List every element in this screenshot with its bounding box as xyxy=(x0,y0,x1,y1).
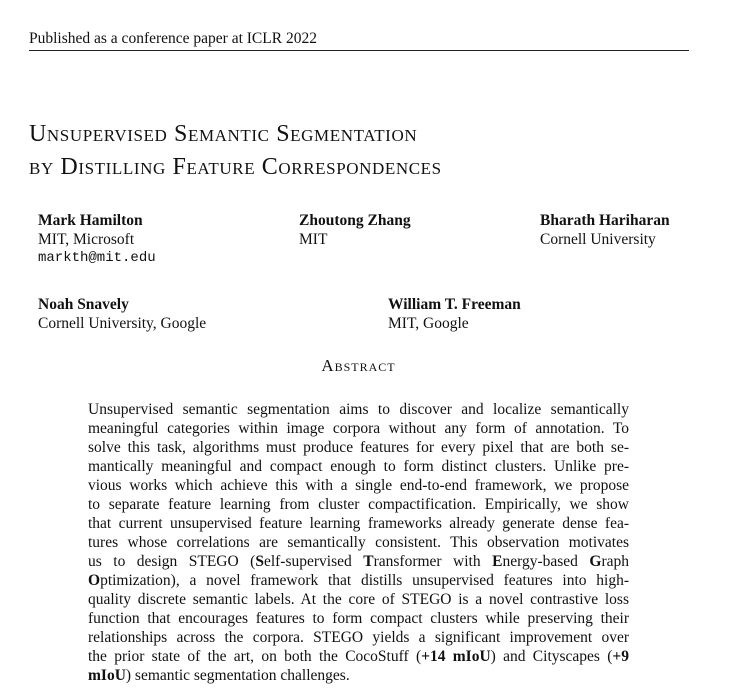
abstract-line: mantically meaningful and compact enough to form distinct clusters. Unlike pre- xyxy=(88,458,629,475)
abstract-line: that current unsupervised feature learning frameworks already generate dense fea- xyxy=(88,515,629,532)
text-run: ) and Cityscapes ( xyxy=(490,648,613,665)
author-name: Noah Snavely xyxy=(38,296,129,313)
abstract-line xyxy=(88,647,629,666)
author-block-4 xyxy=(38,295,206,333)
acronym-letter: O xyxy=(88,572,101,589)
result-highlight: +9 xyxy=(612,648,630,665)
paper-title xyxy=(29,118,719,184)
result-highlight: +14 mIoU xyxy=(421,648,491,665)
author-name: Mark Hamilton xyxy=(38,212,143,229)
author-affiliation: MIT, Google xyxy=(388,315,469,332)
abstract-line: quality discrete semantic labels. At the core of STEGO is a novel contrastive loss xyxy=(88,591,629,608)
paper-title-line-2: by Distilling Feature Correspondences xyxy=(29,154,442,180)
abstract-line: tures whose correlations are semantically consistent. This observation motivates xyxy=(88,534,629,551)
author-name: Bharath Hariharan xyxy=(540,212,670,229)
author-affiliation: MIT xyxy=(299,231,328,248)
author-affiliation: MIT, Microsoft xyxy=(38,231,135,248)
author-block-2 xyxy=(299,211,411,249)
abstract-line: meaningful categories within image corpora without any form of annotation. To xyxy=(88,420,629,437)
running-header: Published as a conference paper at ICLR 2022 xyxy=(29,29,689,51)
text-run: the prior state of the art, on both the CocoStuff ( xyxy=(88,648,422,665)
abstract-heading: Abstract xyxy=(321,356,396,375)
author-name: William T. Freeman xyxy=(388,296,521,313)
paper-title-line-1: Unsupervised Semantic Segmentation xyxy=(29,121,418,147)
text-run: raph xyxy=(601,553,629,570)
abstract-line: solve this task, algorithms must produce features for every pixel that are both se- xyxy=(88,439,629,456)
acronym-letter: T xyxy=(363,553,374,570)
abstract-line: relationships across the corpora. STEGO yields a significant improvement over xyxy=(88,629,629,646)
author-affiliation: Cornell University xyxy=(540,231,656,248)
abstract-line: to separate feature learning from cluster compactification. Empirically, we show xyxy=(88,496,629,513)
author-affiliation: Cornell University, Google xyxy=(38,315,207,332)
text-run: us to design STEGO ( xyxy=(88,553,256,570)
abstract-body xyxy=(88,400,629,685)
abstract-line xyxy=(88,571,629,590)
abstract-line xyxy=(88,666,629,685)
acronym-letter: E xyxy=(492,553,503,570)
text-run: ransformer with xyxy=(373,553,493,570)
acronym-letter: S xyxy=(255,553,264,570)
text-run: ) semantic segmentation challenges. xyxy=(125,667,350,684)
result-highlight: mIoU xyxy=(88,667,126,684)
abstract-line: function that encourages features to form compact clusters while preserving their xyxy=(88,610,629,627)
author-block-1 xyxy=(38,211,156,268)
author-email[interactable]: markth@mit.edu xyxy=(38,250,156,266)
text-run: elf-supervised xyxy=(263,553,364,570)
author-block-3 xyxy=(540,211,670,249)
abstract-line xyxy=(88,552,629,571)
text-run: ptimization), a novel framework that distills unsupervised features into high- xyxy=(100,572,629,589)
abstract-line: vious works which achieve this with a single end-to-end framework, we propose xyxy=(88,477,629,494)
author-block-5 xyxy=(388,295,521,333)
author-name: Zhoutong Zhang xyxy=(299,212,411,229)
acronym-letter: G xyxy=(589,553,602,570)
abstract-line: Unsupervised semantic segmentation aims to discover and localize semantically xyxy=(88,401,629,418)
text-run: nergy-based xyxy=(502,553,590,570)
